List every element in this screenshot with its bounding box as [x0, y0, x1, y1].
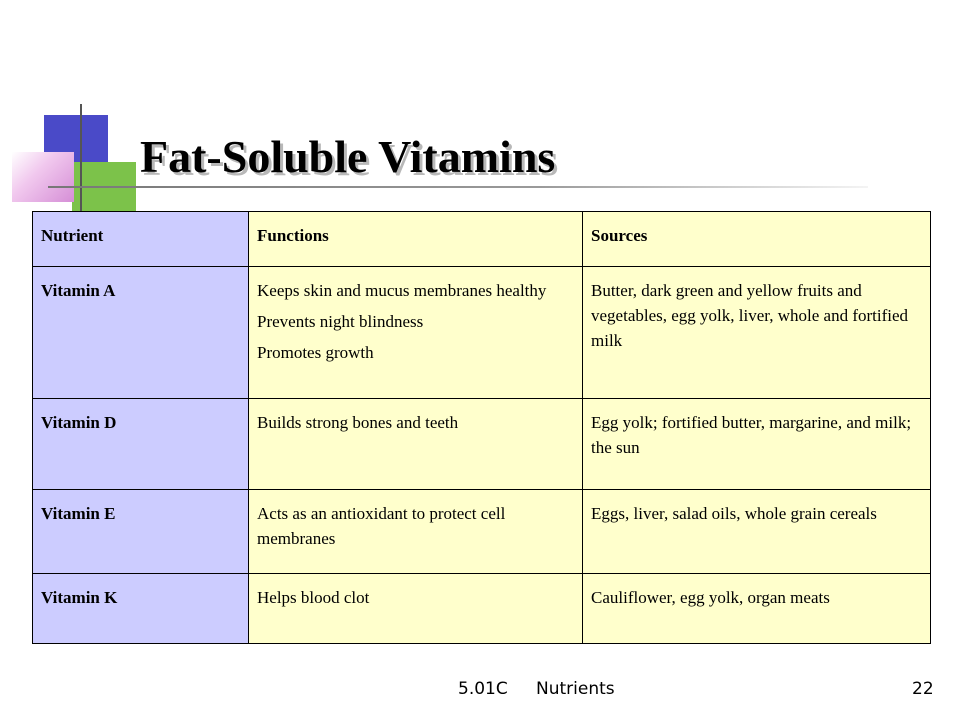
function-item: Keeps skin and mucus membranes healthy	[257, 281, 547, 300]
header-sources: Sources	[583, 212, 931, 267]
sources-cell: Cauliflower, egg yolk, organ meats	[583, 574, 931, 644]
function-item: Prevents night blindness	[257, 312, 424, 331]
nutrient-cell: Vitamin E	[33, 490, 249, 574]
functions-cell	[249, 399, 583, 490]
decor-pink-square	[12, 152, 74, 202]
table-row	[33, 490, 931, 574]
table-row	[33, 267, 931, 399]
nutrient-cell: Vitamin A	[33, 267, 249, 399]
title-underline	[48, 186, 868, 188]
functions-cell	[249, 267, 583, 399]
table-header-row	[33, 212, 931, 267]
function-item: Builds strong bones and teeth	[257, 413, 459, 432]
header-nutrient: Nutrient	[33, 212, 249, 267]
sources-cell: Eggs, liver, salad oils, whole grain cereals	[583, 490, 931, 574]
function-item: Acts as an antioxidant to protect cell membranes	[257, 504, 506, 548]
function-item: Helps blood clot	[257, 588, 370, 607]
header-functions: Functions	[249, 212, 583, 267]
footer-label: Nutrients	[536, 679, 615, 699]
nutrient-cell: Vitamin K	[33, 574, 249, 644]
functions-cell	[249, 490, 583, 574]
table-row	[33, 574, 931, 644]
footer-page-number: 22	[912, 679, 934, 699]
function-item: Promotes growth	[257, 343, 374, 362]
sources-cell: Butter, dark green and yellow fruits and vegetables, egg yolk, liver, whole and fortified milk	[583, 267, 931, 399]
table-row	[33, 399, 931, 490]
decor-vertical-line	[80, 104, 82, 216]
functions-cell	[249, 574, 583, 644]
slide-title: Fat-Soluble Vitamins	[140, 131, 556, 182]
footer-course-code: 5.01C	[458, 679, 508, 699]
vitamins-table	[32, 211, 931, 644]
nutrient-cell: Vitamin D	[33, 399, 249, 490]
sources-cell: Egg yolk; fortified butter, margarine, and milk; the sun	[583, 399, 931, 490]
